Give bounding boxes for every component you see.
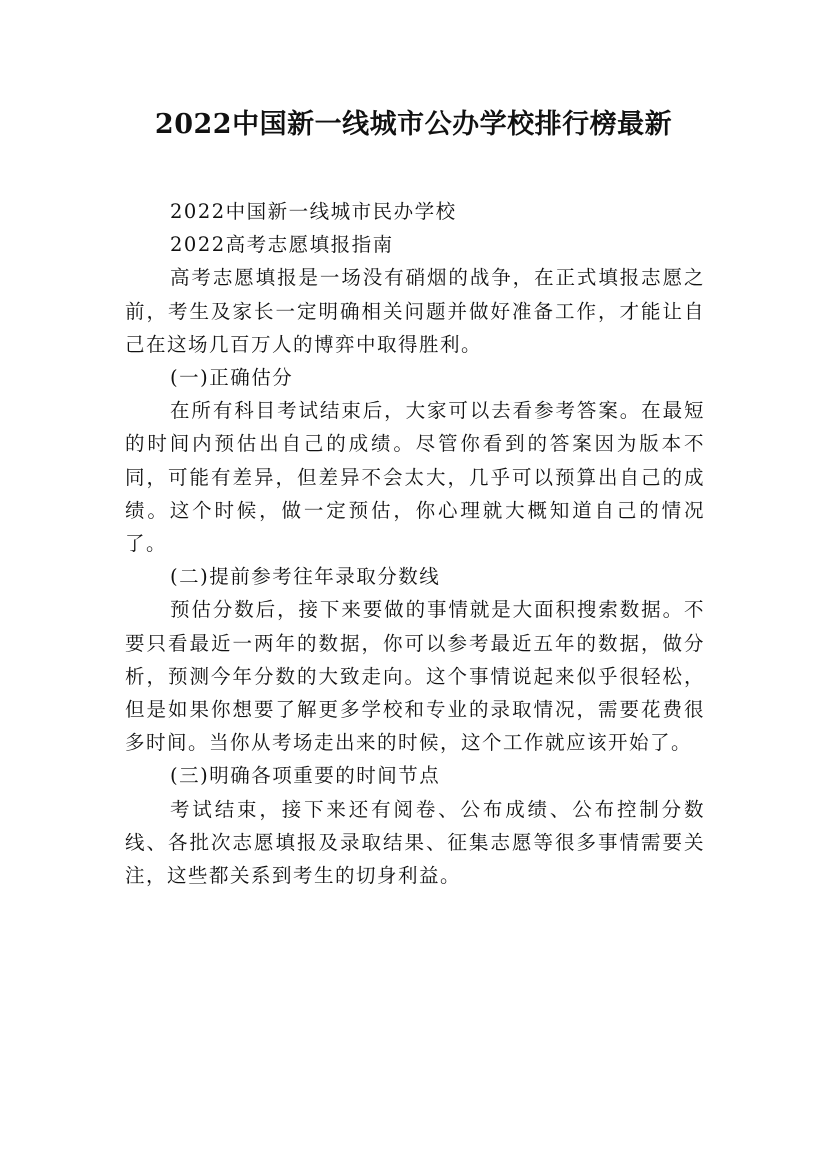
- subtitle-guide: 2022高考志愿填报指南: [170, 233, 394, 257]
- section-heading-1: (一)正确估分: [170, 366, 294, 390]
- document-body: [125, 195, 705, 892]
- section-heading-2: (二)提前参考往年录取分数线: [170, 565, 441, 589]
- paragraph-section-3: 考试结束，接下来还有阅卷、公布成绩、公布控制分数线、各批次志愿填报及录取结果、征集志愿等很多事情需要关注，这些都关系到考生的切身利益。: [125, 797, 705, 888]
- section-heading-3: (三)明确各项重要的时间节点: [170, 764, 441, 788]
- paragraph-intro: 高考志愿填报是一场没有硝烟的战争，在正式填报志愿之前，考生及家长一定明确相关问题并做好准备工作，才能让自己在这场几百万人的博弈中取得胜利。: [125, 266, 705, 356]
- document-title: 2022中国新一线城市公办学校排行榜最新: [154, 109, 673, 140]
- paragraph-section-2: 预估分数后，接下来要做的事情就是大面积搜索数据。不要只看最近一两年的数据，你可以参考最近五年的数据，做分析，预测今年分数的大致走向。这个事情说起来似乎很轻松，但是如果你想要了解更多学校和专业的录取情况，需要花费很多时间。当你从考场走出来的时候，这个工作就应该开始了。: [125, 598, 705, 755]
- subtitle-private-schools: 2022中国新一线城市民办学校: [170, 200, 457, 223]
- paragraph-section-1: 在所有科目考试结束后，大家可以去看参考答案。在最短的时间内预估出自己的成绩。尽管你看到的答案因为版本不同，可能有差异，但差异不会太大，几乎可以预算出自己的成绩。这个时候，做一定预估，你心理就大概知道自己的情况了。: [125, 399, 705, 556]
